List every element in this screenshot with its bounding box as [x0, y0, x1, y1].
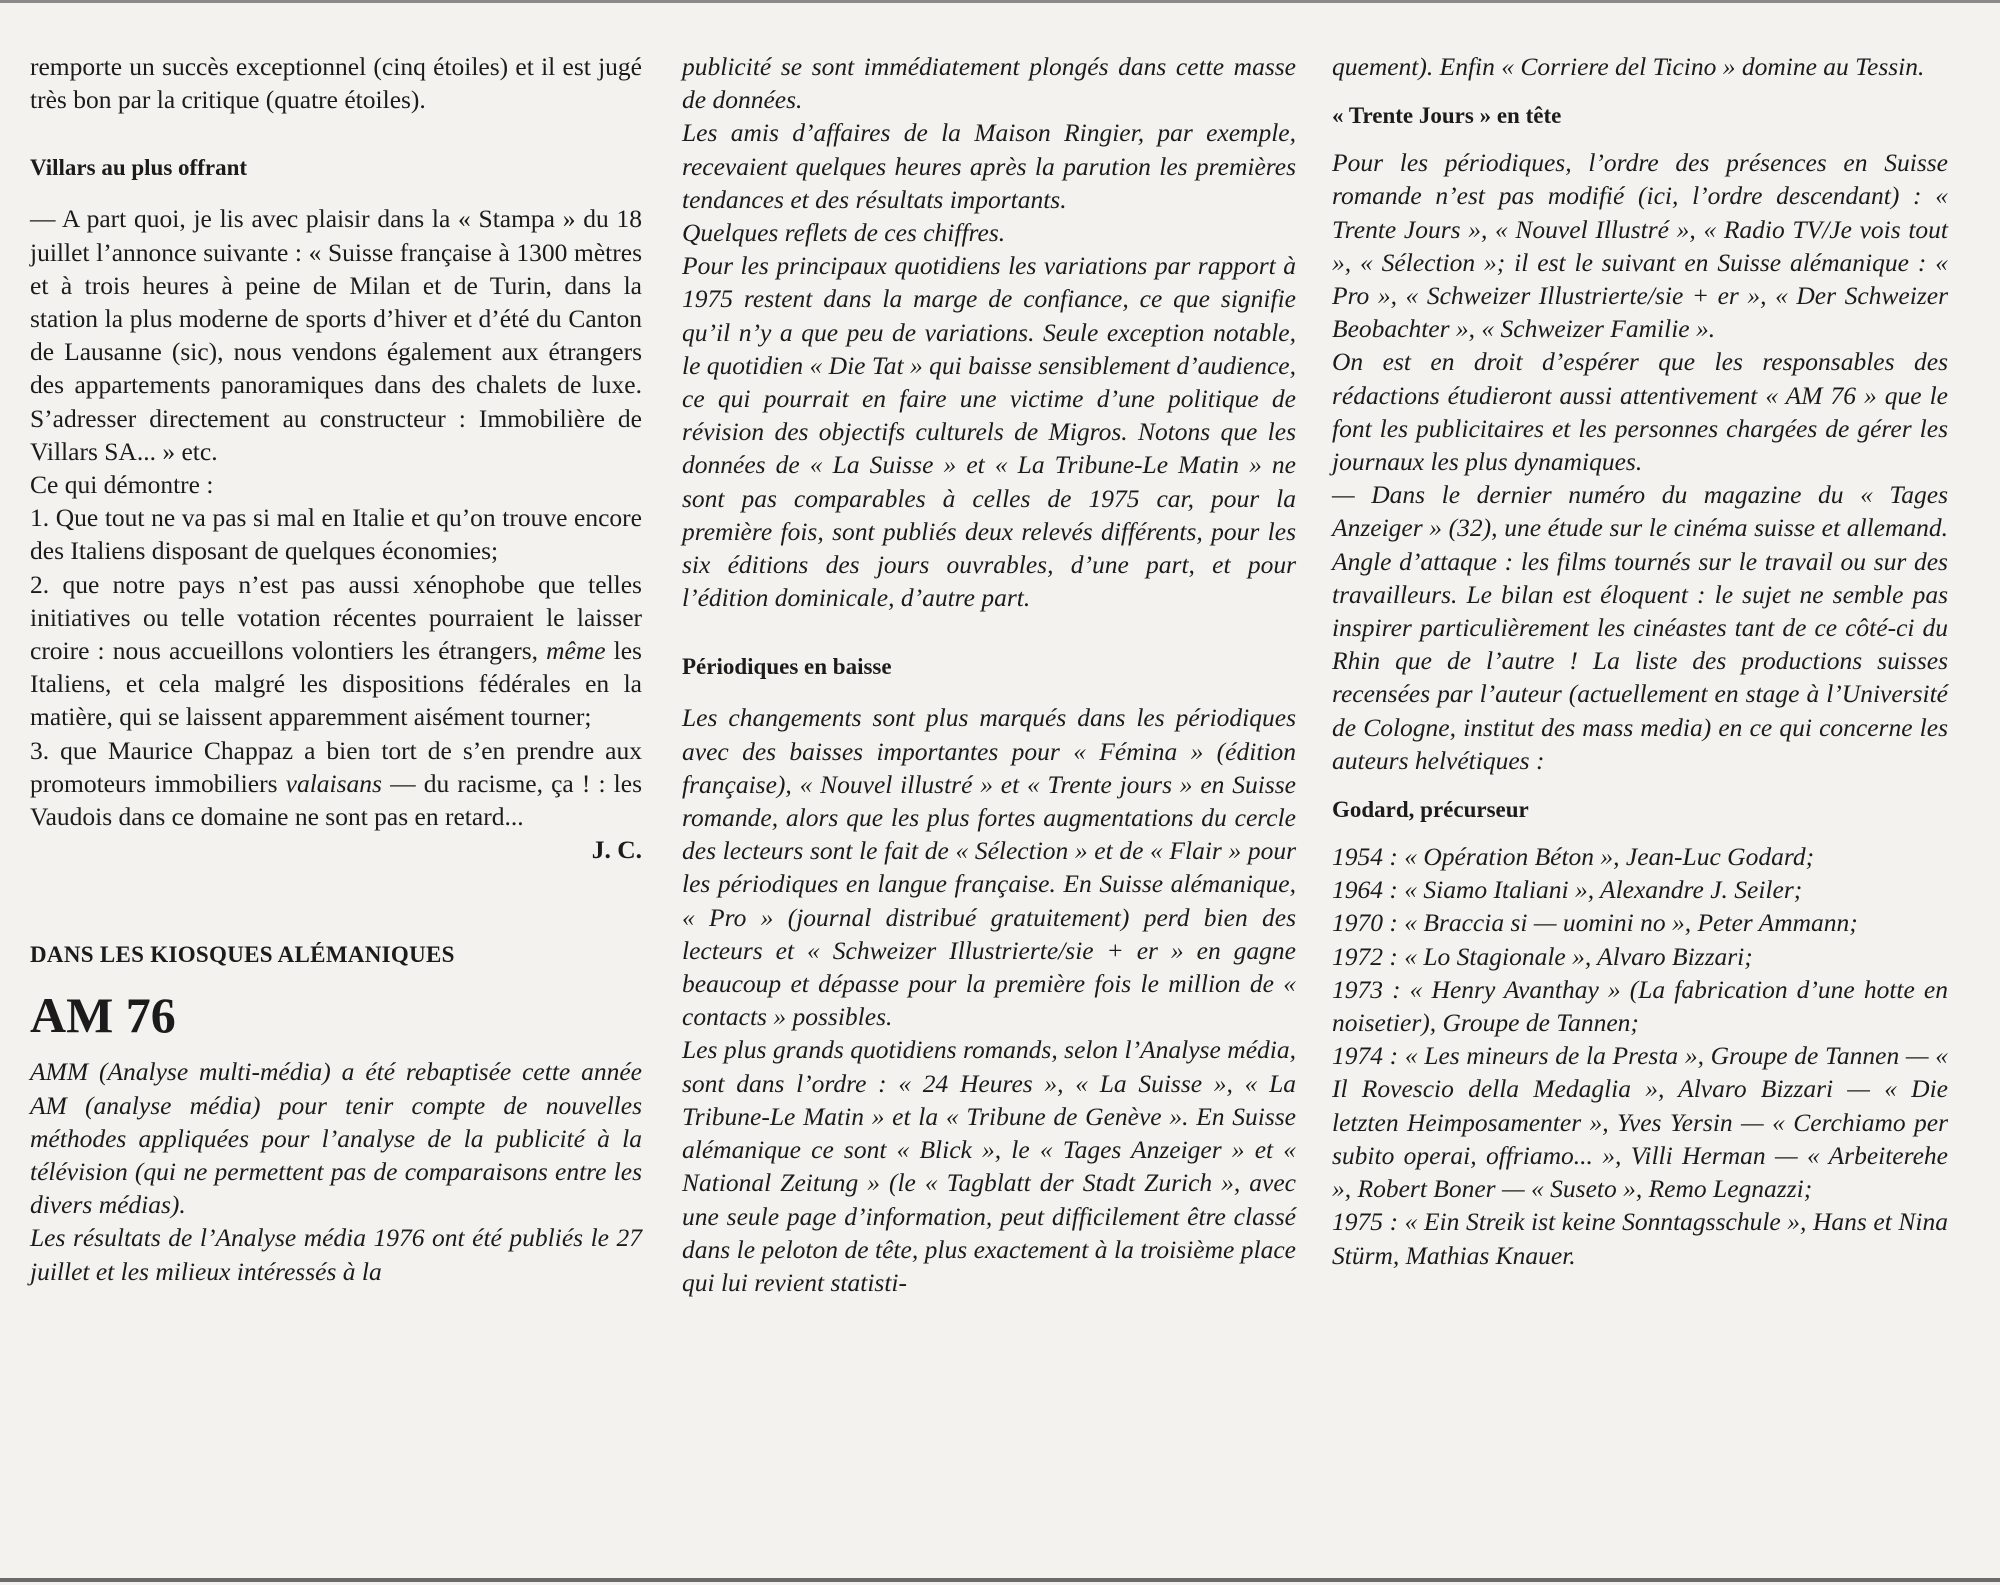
paragraph: AMM (Analyse multi-média) a été rebaptisée cette année AM (analyse média) pour tenir compte de nouvelles méthodes appliquées pour l’analyse de la publicité à la télévision (qui ne permettent pas de comparaisons entre les divers médias).	[30, 1057, 642, 1220]
paragraph: Pour les principaux quotidiens les variations par rapport à 1975 restent dans la marge de confiance, ce que signifie qu’il n’y a que peu de variations. Seule exception notable, le quotidien « Die Tat » qui baisse sensiblement d’audience, ce qui pourrait en faire une victime d’une politique de révision des objectifs culturels de Migros. Notons que les données de « La Suisse » et « La Tribune-Le Matin » ne sont pas comparables à celles de 1975 car, pour la première fois, sont publiés deux relevés différents, pour les six éditions des jours ouvrables, d’une part, et pour l’édition dominicale, d’autre part.	[682, 251, 1296, 613]
film-list-item: 1954 : « Opération Béton », Jean-Luc Godard;	[1332, 842, 1815, 872]
list-item: 1. Que tout ne va pas si mal en Italie et qu’on trouve encore des Italiens disposant de quelques économies;	[30, 503, 642, 566]
film-list-item: 1975 : « Ein Streik ist keine Sonntagsschule », Hans et Nina Stürm, Mathias Knauer.	[1332, 1207, 1948, 1270]
subheading-villars: Villars au plus offrant	[30, 155, 248, 181]
section-kicker: DANS LES KIOSQUES ALÉMANIQUES	[30, 942, 455, 968]
film-list-item: 1970 : « Braccia si — uomini no », Peter Ammann;	[1332, 908, 1858, 938]
paragraph: Pour les périodiques, l’ordre des présences en Suisse romande n’est pas modifié (ici, l’ordre descendant) : « Trente Jours », « Nouvel Illustré », « Radio TV/Je vois tout », « Sélection »; il est le suivant en Suisse alémanique : « Pro », « Schweizer Illustrierte/sie + er », « Der Schweizer Beobachter », « Schweizer Familie ».	[1332, 148, 1948, 344]
author-signature: J. C.	[591, 835, 642, 865]
paragraph: quement). Enfin « Corriere del Ticino » domine au Tessin.	[1332, 52, 1925, 81]
list-item: 3. que Maurice Chappaz a bien tort de s’en prendre aux promoteurs immobiliers valaisans — du racisme, ça ! : les Vaudois dans ce domaine ne sont pas en retard...	[30, 735, 642, 832]
paragraph: Quelques reflets de ces chiffres.	[682, 218, 1006, 248]
column-2	[682, 50, 1296, 1299]
film-list-item: 1964 : « Siamo Italiani », Alexandre J. Seiler;	[1332, 875, 1803, 905]
paragraph: Les plus grands quotidiens romands, selon l’Analyse média, sont dans l’ordre : « 24 Heures », « La Suisse », « La Tribune-Le Matin » et la « Tribune de Genève ». En Suisse alémanique ce sont « Blick », le « Tages Anzeiger » et « National Zeitung » (le « Tagblatt der Stadt Zurich », avec une seule page d’information, peut difficilement être classé dans le peloton de tête, plus exactement à la troisième place qui lui revient statisti-	[682, 1035, 1296, 1297]
paragraph: publicité se sont immédiatement plongés dans cette masse de données.	[682, 52, 1296, 115]
paragraph: Les résultats de l’Analyse média 1976 ont été publiés le 27 juillet et les milieux intéressés à la	[30, 1223, 642, 1286]
paragraph: — Dans le dernier numéro du magazine du « Tages Anzeiger » (32), une étude sur le cinéma suisse et allemand. Angle d’attaque : les films tournés sur le travail ou sur des travailleurs. Le bilan est éloquent : le sujet ne semble pas inspirer particulièrement les cinéastes tant de ce côté-ci du Rhin que de l’autre ! La liste des productions suisses recensées par l’auteur (actuellement en stage à l’Université de Cologne, institut des mass media) en ce qui concerne les auteurs helvétiques :	[1332, 480, 1948, 775]
film-list-item: 1972 : « Lo Stagionale », Alvaro Bizzari;	[1332, 941, 1753, 971]
bottom-rule	[0, 1578, 2000, 1582]
paragraph: Les changements sont plus marqués dans les périodiques avec des baisses importantes pour « Fémina » (édition française), « Nouvel illustré » et « Trente jours » en Suisse romande, alors que les plus fortes augmentations du cercle des lecteurs sont le fait de « Sélection » et de « Flair » pour les périodiques en langue française. En Suisse alémanique, « Pro » (journal distribué gratuitement) perd bien des lecteurs et « Schweizer Illustrierte/sie + er » en gagne beaucoup et dépasse pour la première fois le million de « contacts » possibles.	[682, 703, 1296, 1032]
top-rule	[0, 0, 2000, 3]
paragraph: remporte un succès exceptionnel (cinq étoiles) et il est jugé très bon par la critique (quatre étoiles).	[30, 52, 642, 115]
paragraph: — A part quoi, je lis avec plaisir dans la « Stampa » du 18 juillet l’annonce suivante : « Suisse française à 1300 mètres et à trois heures à peine de Milan et de Turin, dans la station la plus moderne de sports d’hiver et d’été du Canton de Lausanne (sic), nous vendons également aux étrangers des appartements panoramiques dans des chalets de luxe. S’adresser directement au constructeur : Immobilière de Villars SA... » etc.	[30, 204, 642, 466]
list-item: 2. que notre pays n’est pas aussi xénophobe que telles initiatives ou telle votation récentes pourraient le laisser croire : nous accueillons volontiers les étrangers, même les Italiens, et cela malgré les dispositions fédérales en la matière, qui se laissent apparemment aisément tourner;	[30, 569, 642, 732]
column-3	[1332, 50, 1948, 1272]
subheading-trente-jours: « Trente Jours » en tête	[1332, 103, 1562, 129]
paragraph: On est en droit d’espérer que les responsables des rédactions étudieront aussi attentivement « AM 76 » que le font les publicitaires et les personnes chargées de gérer les journaux les plus dynamiques.	[1332, 347, 1948, 477]
subheading-periodiques: Périodiques en baisse	[682, 654, 892, 680]
paragraph: Ce qui démontre :	[30, 470, 214, 500]
article-title: AM 76	[30, 987, 176, 1044]
subheading-godard: Godard, précurseur	[1332, 797, 1529, 823]
film-list-item: 1973 : « Henry Avanthay » (La fabrication d’une hotte en noisetier), Groupe de Tannen;	[1332, 974, 1948, 1038]
column-1	[30, 50, 642, 1288]
paragraph: Les amis d’affaires de la Maison Ringier, par exemple, recevaient quelques heures après la parution les premières tendances et des résultats importants.	[682, 118, 1296, 214]
film-list-item: 1974 : « Les mineurs de la Presta », Groupe de Tannen — « Il Rovescio della Medaglia », Alvaro Bizzari — « Die letzten Heimposamenter », Yves Yersin — « Cerchiamo per subito operai, offriamo... », Villi Herman — « Arbeiterehe », Robert Boner — « Suseto », Remo Legnazzi;	[1332, 1041, 1948, 1204]
